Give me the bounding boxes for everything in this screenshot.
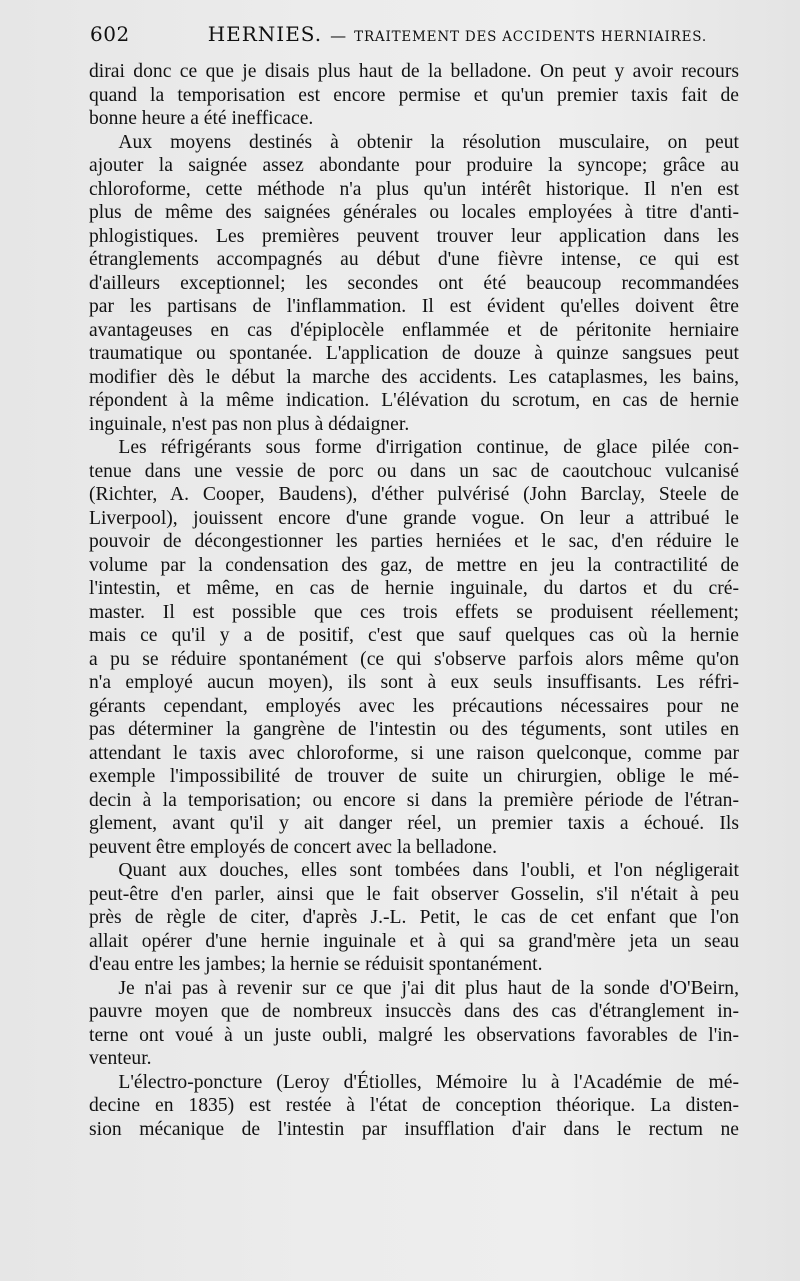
running-subtitle: TRAITEMENT DES ACCIDENTS HERNIAIRES. (354, 29, 707, 45)
running-title: HERNIES. (207, 22, 323, 46)
text-line: quand la temporisation est encore permise et qu'un premier taxis fait de (89, 84, 739, 106)
text-line: avantageuses en cas d'épiplocèle enflammée et de péritonite herniaire (89, 319, 739, 341)
text-line: allait opérer d'une hernie inguinale et à qui sa grand'mère jeta un seau (89, 930, 739, 952)
text-line: chloroforme, cette méthode n'a plus qu'un intérêt historique. Il n'en est (89, 178, 739, 200)
text-line: peuvent être employés de concert avec la belladone. (89, 836, 498, 858)
text-line: sion mécanique de l'intestin par insufflation d'air dans le rectum ne (89, 1118, 739, 1140)
text-line: d'ailleurs exceptionnel; les secondes ont été beaucoup recommandées (89, 272, 739, 294)
header-separator: — (330, 26, 347, 45)
text-line: L'électro-poncture (Leroy d'Étiolles, Mémoire lu à l'Académie de mé- (89, 1071, 739, 1093)
text-line: modifier dès le début la marche des accidents. Les cataplasmes, les bains, (89, 366, 739, 388)
body-text (89, 60, 739, 1141)
text-line: master. Il est possible que ces trois effets se produisent réellement; (89, 601, 739, 623)
page-number: 602 (90, 22, 130, 46)
text-line: pouvoir de décongestionner les parties herniées et le sac, d'en réduire le (89, 531, 739, 552)
text-line: pauvre moyen que de nombreux insuccès dans des cas d'étranglement in- (89, 1001, 739, 1022)
text-line: Les réfrigérants sous forme d'irrigation continue, de glace pilée con- (89, 437, 739, 458)
text-line: près de règle de citer, d'après J.-L. Petit, le cas de cet enfant que l'on (89, 907, 739, 928)
text-line: Aux moyens destinés à obtenir la résolution musculaire, on peut (89, 131, 739, 153)
text-line: pas déterminer la gangrène de l'intestin ou des téguments, sont utiles en (89, 719, 739, 740)
text-line: mais ce qu'il y a de positif, c'est que sauf quelques cas où la hernie (89, 625, 739, 646)
text-line: d'eau entre les jambes; la hernie se réduisit spontanément. (89, 954, 543, 975)
text-line: decine en 1835) est restée à l'état de conception théorique. La disten- (89, 1095, 739, 1116)
text-line: Je n'ai pas à revenir sur ce que j'ai dit plus haut de la sonde d'O'Beirn, (89, 977, 739, 999)
text-line: gérants cependant, employés avec les précautions nécessaires pour ne (89, 695, 739, 717)
text-line: phlogistiques. Les premières peuvent trouver leur application dans les (89, 225, 739, 247)
text-line: volume par la condensation des gaz, de mettre en jeu la contractilité de (89, 554, 739, 576)
text-line: Liverpool), jouissent encore d'une grande vogue. On leur a attribué le (89, 507, 739, 529)
text-line: par les partisans de l'inflammation. Il est évident qu'elles doivent être (89, 296, 739, 317)
text-line: étranglements accompagnés au début d'une fièvre intense, ce qui est (89, 249, 739, 270)
running-header (90, 22, 740, 52)
text-line: peut-être d'en parler, ainsi que le fait observer Gosselin, s'il n'était à peu (89, 883, 739, 905)
text-line: exemple l'impossibilité de trouver de suite un chirurgien, oblige le mé- (89, 766, 739, 787)
text-line: plus de même des saignées générales ou locales employées à titre d'anti- (89, 202, 739, 223)
text-line: traumatique ou spontanée. L'application de douze à quinze sangsues peut (89, 343, 739, 364)
text-line: attendant le taxis avec chloroforme, si une raison quelconque, comme par (89, 742, 739, 764)
text-line: l'intestin, et même, en cas de hernie inguinale, du dartos et du cré- (89, 578, 739, 599)
text-line: ajouter la saignée assez abondante pour produire la syncope; grâce au (89, 155, 739, 176)
text-line: répondent à la même indication. L'élévation du scrotum, en cas de hernie (89, 390, 739, 411)
text-line: bonne heure a été inefficace. (89, 108, 314, 129)
text-line: n'a employé aucun moyen), ils sont à eux seuls insuffisants. Les réfri- (89, 672, 739, 693)
text-line: tenue dans une vessie de porc ou dans un sac de caoutchouc vulcanisé (89, 460, 739, 482)
text-line: inguinale, n'est pas non plus à dédaigner. (89, 413, 410, 435)
text-line: Quant aux douches, elles sont tombées dans l'oubli, et l'on négligerait (89, 860, 739, 881)
text-line: terne ont voué à un juste oubli, malgré les observations favorables de l'in- (89, 1024, 739, 1046)
text-line: a pu se réduire spontanément (ce qui s'observe parfois alors même qu'on (89, 648, 739, 670)
text-line: venteur. (89, 1048, 152, 1069)
text-line: dirai donc ce que je disais plus haut de la belladone. On peut y avoir recours (89, 61, 739, 82)
text-line: decin à la temporisation; ou encore si dans la première période de l'étran- (89, 789, 739, 811)
text-line: (Richter, A. Cooper, Baudens), d'éther pulvérisé (John Barclay, Steele de (89, 484, 739, 505)
text-line: glement, avant qu'il y ait danger réel, un premier taxis a échoué. Ils (89, 813, 739, 834)
